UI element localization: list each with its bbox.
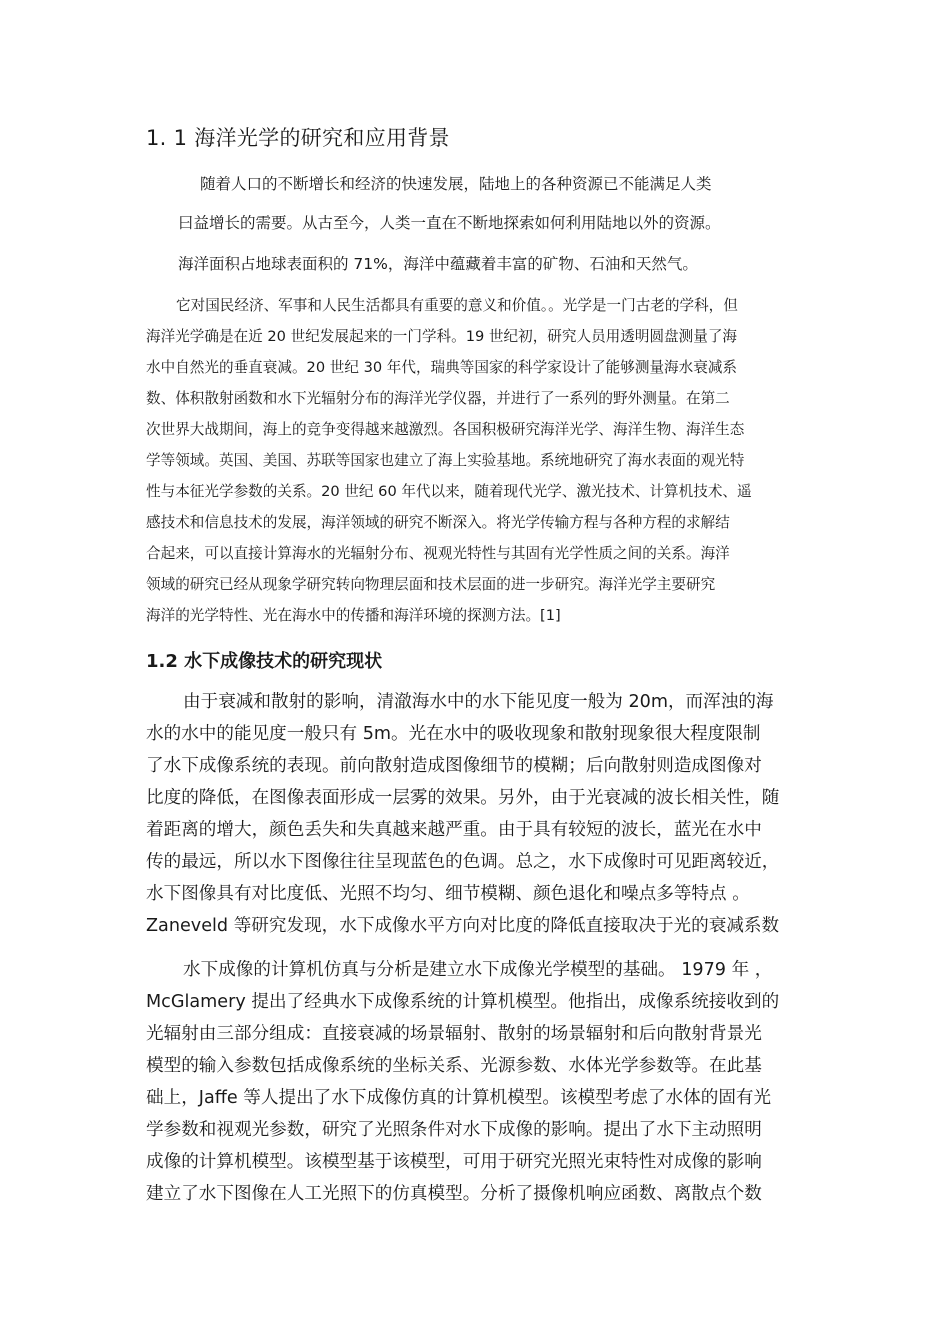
intro-line: 随着人口的不断增长和经济的快速发展，陆地上的各种资源已不能满足人类 [200,175,712,193]
paragraph-line: 了水下成像系统的表现。前向散射造成图像细节的模糊；后向散射则造成图像对 [146,756,762,776]
paragraph-line: 由于衰减和散射的影响，清澈海水中的水下能见度一般为 20m，而浑浊的海 [183,692,774,712]
paragraph-line: 础上，Jaffe 等人提出了水下成像仿真的计算机模型。该模型考虑了水体的固有光 [146,1088,772,1108]
paragraph-line: 比度的降低，在图像表面形成一层雾的效果。另外，由于光衰减的波长相关性，随 [146,788,780,808]
body-line: 感技术和信息技术的发展，海洋领域的研究不断深入。将光学传输方程与各种方程的求解结 [146,514,730,531]
paragraph-line: 传的最远，所以水下图像往往呈现蓝色的色调。总之，水下成像时可见距离较近， [146,852,780,872]
body-line: 次世界大战期间，海上的竞争变得越来越激烈。各国积极研究海洋光学、海洋生物、海洋生态 [146,421,745,438]
paragraph-line: 着距离的增大，颜色丢失和失真越来越严重。由于具有较短的波长，蓝光在水中 [146,820,762,840]
body-line: 领域的研究已经从现象学研究转向物理层面和技术层面的进一步研究。海洋光学主要研究 [146,576,716,593]
section-heading-1-1: 1. 1 海洋光学的研究和应用背景 [146,126,450,150]
paragraph-line: 光辐射由三部分组成：直接衰减的场景辐射、散射的场景辐射和后向散射背景光 [146,1024,762,1044]
paragraph-line: 学参数和视观光参数，研究了光照条件对水下成像的影响。提出了水下主动照明 [146,1120,762,1140]
body-line: 它对国民经济、军事和人民生活都具有重要的意义和价值。。光学是一门古老的学科，但 [176,297,738,314]
paragraph-line: 水下成像的计算机仿真与分析是建立水下成像光学模型的基础。 1979 年 ， [183,960,773,980]
intro-line: 海洋面积占地球表面积的 71%，海洋中蕴藏着丰富的矿物、石油和天然气。 [178,255,698,273]
paragraph-line: Zaneveld 等研究发现，水下成像水平方向对比度的降低直接取决于光的衰减系数 [146,916,780,936]
paragraph-line: 水下图像具有对比度低、光照不均匀、细节模糊、颜色退化和噪点多等特点 。 [146,884,750,904]
body-line: 数、体积散射函数和水下光辐射分布的海洋光学仪器，并进行了一系列的野外测量。在第二 [146,390,730,407]
paragraph-line: 成像的计算机模型。该模型基于该模型，可用于研究光照光束特性对成像的影响 [146,1152,762,1172]
paragraph-line: 水的水中的能见度一般只有 5m。光在水中的吸收现象和散射现象很大程度限制 [146,724,761,744]
body-line: 学等领域。英国、美国、苏联等国家也建立了海上实验基地。系统地研究了海水表面的观光特 [146,452,745,469]
intro-line: 曰益增长的需要。从古至今，人类一直在不断地探索如何利用陆地以外的资源。 [178,214,721,232]
paragraph-line: McGlamery 提出了经典水下成像系统的计算机模型。他指出，成像系统接收到的 [146,992,780,1012]
body-line: 水中自然光的垂直衰减。20 世纪 30 年代，瑞典等国家的科学家设计了能够测量海水衰减系 [146,359,738,376]
body-line: 合起来，可以直接计算海水的光辐射分布、视观光特性与其固有光学性质之间的关系。海洋 [146,545,730,562]
body-line: 海洋光学确是在近 20 世纪发展起来的一门学科。19 世纪初，研究人员用透明圆盘测量了海 [146,328,738,345]
paragraph-line: 模型的输入参数包括成像系统的坐标关系、光源参数、水体光学参数等。在此基 [146,1056,762,1076]
body-line: 性与本征光学参数的关系。20 世纪 60 年代以来，随着现代光学、激光技术、计算机技术、遥 [146,483,752,500]
paragraph-line: 建立了水下图像在人工光照下的仿真模型。分析了摄像机响应函数、离散点个数 [146,1184,762,1204]
body-line: 海洋的光学特性、光在海水中的传播和海洋环境的探测方法。[1] [146,607,561,624]
section-heading-1-2: 1.2 水下成像技术的研究现状 [146,651,383,672]
